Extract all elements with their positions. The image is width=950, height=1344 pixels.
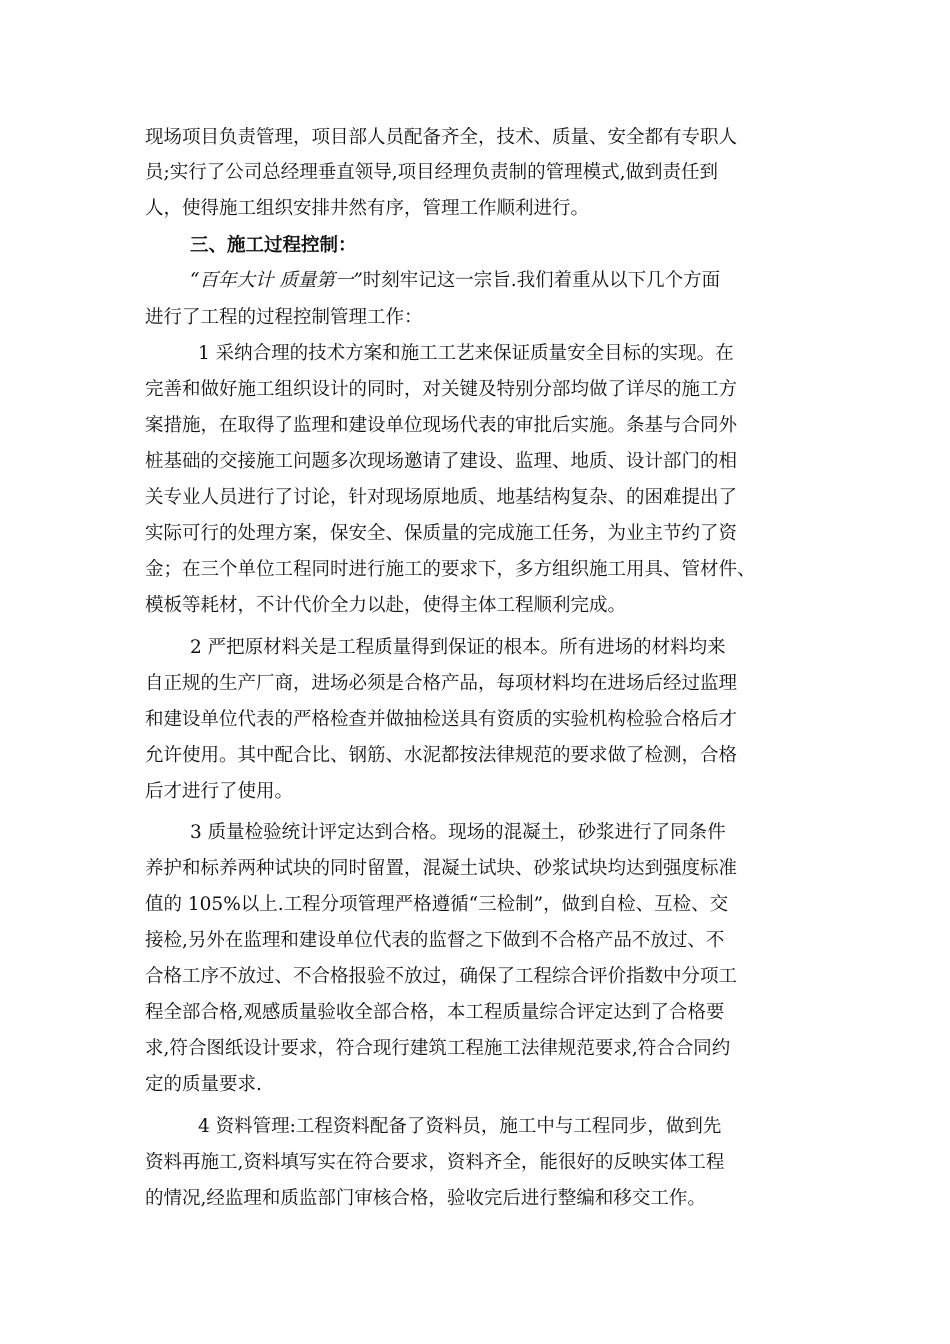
motto-quote: “百年大计 质量第一” [190,270,363,291]
item1-line-8: 模板等耗材，不计代价全力以赴，使得主体工程顺利完成。 [145,595,627,616]
motto-rest: 时刻牢记这一宗旨.我们着重从以下几个方面 [362,270,721,291]
item3-line-5: 合格工序不放过、不合格报验不放过，确保了工程综合评价指数中分项工 [145,966,738,987]
item1-line-4: 桩基础的交接施工问题多次现场邀请了建设、监理、地质、设计部门的相 [145,451,738,472]
item3-line-1: 3 质量检验统计评定达到合格。现场的混凝土，砂浆进行了同条件 [190,822,726,843]
motto-line-2: 进行了工程的过程控制管理工作： [145,307,423,328]
item3-line-8: 定的质量要求. [145,1074,262,1095]
item1-line-2: 完善和做好施工组织设计的同时，对关键及特别分部均做了详尽的施工方 [145,379,738,400]
item4-line-3: 的情况,经监理和质监部门审核合格，验收完后进行整编和移交工作。 [145,1188,706,1209]
motto-line-1 [190,268,720,294]
intro-line-1: 现场项目负责管理，项目部人员配备齐全，技术、质量、安全都有专职人 [145,127,738,148]
item2-line-4: 允许使用。其中配合比、钢筋、水泥都按法律规范的要求做了检测，合格 [145,745,738,766]
item1-line-7: 金；在三个单位工程同时进行施工的要求下，多方组织施工用具、管材件、 [145,559,756,580]
item2-line-5: 后才进行了使用。 [145,781,294,802]
item1-line-3: 案措施，在取得了监理和建设单位现场代表的审批后实施。条基与合同外 [145,415,738,436]
item4-line-2: 资料再施工,资料填写实在符合要求，资料齐全，能很好的反映实体工程 [145,1152,725,1173]
item2-line-3: 和建设单位代表的严格检查并做抽检送具有资质的实验机构检验合格后才 [145,709,738,730]
item1-line-5: 关专业人员进行了讨论，针对现场原地质、地基结构复杂、的困难提出了 [145,487,738,508]
item4-line-1: 4 资料管理:工程资料配备了资料员，施工中与工程同步，做到先 [198,1116,722,1137]
item2-line-1: 2 严把原材料关是工程质量得到保证的根本。所有进场的材料均来 [190,637,726,658]
item1-line-1: 1 采纳合理的技术方案和施工工艺来保证质量安全目标的实现。在 [198,343,734,364]
item2-line-2: 自正规的生产厂商，进场必须是合格产品，每项材料均在进场后经过监理 [145,673,738,694]
item3-line-2: 养护和标养两种试块的同时留置，混凝土试块、砂浆试块均达到强度标准 [145,858,738,879]
item3-line-7: 求,符合图纸设计要求，符合现行建筑工程施工法律规范要求,符合合同约 [145,1038,731,1059]
item3-line-4: 接检,另外在监理和建设单位代表的监督之下做到不合格产品不放过、不 [145,930,725,951]
section-heading: 三、施工过程控制： [190,235,357,256]
intro-line-3: 人，使得施工组织安排井然有序，管理工作顺利进行。 [145,198,590,219]
item3-line-6: 程全部合格,观感质量验收全部合格，本工程质量综合评定达到了合格要 [145,1002,725,1023]
intro-line-2: 员;实行了公司总经理垂直领导,项目经理负责制的管理模式,做到责任到 [145,162,718,183]
item3-line-3: 值的 105%以上.工程分项管理严格遵循“三检制”，做到自检、互检、交 [145,894,729,915]
item1-line-6: 实际可行的处理方案，保安全、保质量的完成施工任务，为业主节约了资 [145,523,738,544]
